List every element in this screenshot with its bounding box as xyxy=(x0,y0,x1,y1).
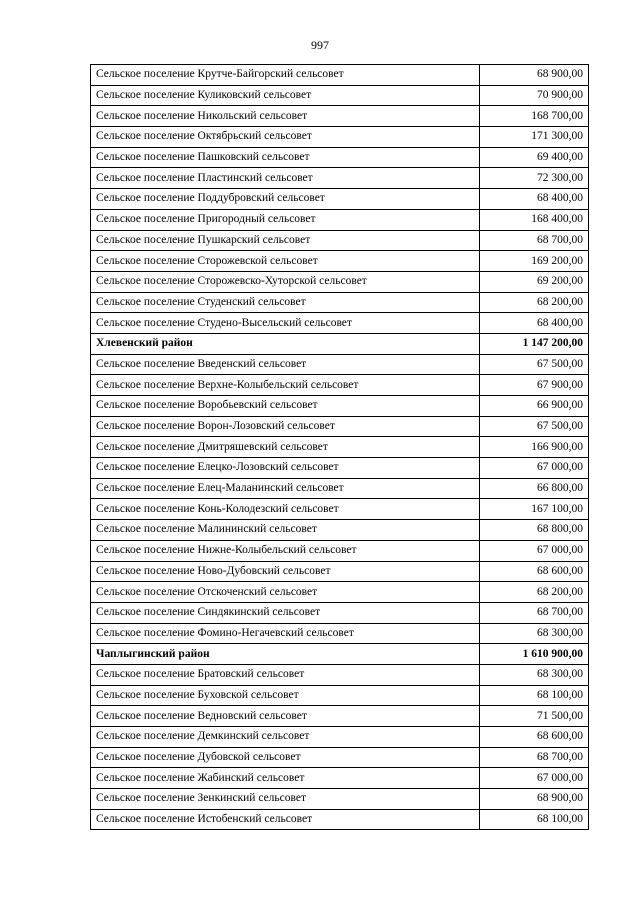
settlement-name-cell: Сельское поселение Жабинский сельсовет xyxy=(91,768,480,789)
amount-cell: 68 800,00 xyxy=(480,520,589,541)
table-row xyxy=(91,65,589,86)
amount-cell: 68 300,00 xyxy=(480,623,589,644)
settlement-name-cell: Сельское поселение Крутче-Байгорский сельсовет xyxy=(91,65,480,86)
amount-cell: 68 600,00 xyxy=(480,561,589,582)
settlement-name-cell: Сельское поселение Пригородный сельсовет xyxy=(91,209,480,230)
district-name-cell: Хлевенский район xyxy=(91,333,480,354)
settlement-name-cell: Сельское поселение Сторожевско-Хуторской сельсовет xyxy=(91,271,480,292)
table-row xyxy=(91,168,589,189)
amount-cell: 71 500,00 xyxy=(480,706,589,727)
table-row xyxy=(91,747,589,768)
settlement-name-cell: Сельское поселение Истобенский сельсовет xyxy=(91,809,480,830)
amount-cell: 68 700,00 xyxy=(480,602,589,623)
amount-cell: 167 100,00 xyxy=(480,499,589,520)
amount-cell: 68 600,00 xyxy=(480,727,589,748)
table-row xyxy=(91,147,589,168)
table-row xyxy=(91,230,589,251)
settlement-name-cell: Сельское поселение Ворон-Лозовский сельсовет xyxy=(91,416,480,437)
settlement-name-cell: Сельское поселение Нижне-Колыбельский сельсовет xyxy=(91,540,480,561)
table-row xyxy=(91,664,589,685)
table-row xyxy=(91,416,589,437)
settlement-name-cell: Сельское поселение Братовский сельсовет xyxy=(91,664,480,685)
amount-cell: 68 200,00 xyxy=(480,292,589,313)
table-row xyxy=(91,706,589,727)
amount-cell: 68 100,00 xyxy=(480,809,589,830)
settlement-name-cell: Сельское поселение Воробьевский сельсовет xyxy=(91,396,480,417)
amount-cell: 72 300,00 xyxy=(480,168,589,189)
table-row xyxy=(91,189,589,210)
settlement-name-cell: Сельское поселение Пашковский сельсовет xyxy=(91,147,480,168)
amount-cell: 67 500,00 xyxy=(480,354,589,375)
table-row xyxy=(91,623,589,644)
amount-cell: 70 900,00 xyxy=(480,85,589,106)
settlement-name-cell: Сельское поселение Елец-Маланинский сельсовет xyxy=(91,478,480,499)
table-row xyxy=(91,561,589,582)
amount-cell: 67 000,00 xyxy=(480,458,589,479)
amount-cell: 68 900,00 xyxy=(480,789,589,810)
amount-cell: 68 400,00 xyxy=(480,313,589,334)
table-row xyxy=(91,789,589,810)
settlement-name-cell: Сельское поселение Конь-Колодезский сельсовет xyxy=(91,499,480,520)
table-row xyxy=(91,437,589,458)
table-row xyxy=(91,809,589,830)
table-row xyxy=(91,396,589,417)
district-name-cell: Чаплыгинский район xyxy=(91,644,480,665)
settlement-name-cell: Сельское поселение Студенский сельсовет xyxy=(91,292,480,313)
amount-cell: 168 400,00 xyxy=(480,209,589,230)
settlement-name-cell: Сельское поселение Студено-Высельский сельсовет xyxy=(91,313,480,334)
amount-cell: 68 700,00 xyxy=(480,747,589,768)
table-row xyxy=(91,313,589,334)
table-row xyxy=(91,375,589,396)
table-row xyxy=(91,768,589,789)
table-row xyxy=(91,520,589,541)
amount-cell: 69 200,00 xyxy=(480,271,589,292)
district-row xyxy=(91,644,589,665)
amount-cell: 68 200,00 xyxy=(480,582,589,603)
amount-cell: 68 900,00 xyxy=(480,65,589,86)
table-row xyxy=(91,499,589,520)
table-row xyxy=(91,727,589,748)
page-number: 997 xyxy=(311,38,329,52)
settlement-name-cell: Сельское поселение Буховской сельсовет xyxy=(91,685,480,706)
settlement-name-cell: Сельское поселение Фомино-Негачевский сельсовет xyxy=(91,623,480,644)
table-row xyxy=(91,458,589,479)
table-row xyxy=(91,209,589,230)
district-row xyxy=(91,333,589,354)
settlement-name-cell: Сельское поселение Пластинский сельсовет xyxy=(91,168,480,189)
amount-cell: 68 300,00 xyxy=(480,664,589,685)
settlement-name-cell: Сельское поселение Октябрьский сельсовет xyxy=(91,127,480,148)
table-row xyxy=(91,292,589,313)
table-row xyxy=(91,85,589,106)
settlement-name-cell: Сельское поселение Пушкарский сельсовет xyxy=(91,230,480,251)
district-total-cell: 1 610 900,00 xyxy=(480,644,589,665)
amount-cell: 68 100,00 xyxy=(480,685,589,706)
amount-cell: 168 700,00 xyxy=(480,106,589,127)
settlement-name-cell: Сельское поселение Поддубровский сельсовет xyxy=(91,189,480,210)
amount-cell: 68 700,00 xyxy=(480,230,589,251)
amount-cell: 171 300,00 xyxy=(480,127,589,148)
amount-cell: 67 500,00 xyxy=(480,416,589,437)
amount-cell: 66 800,00 xyxy=(480,478,589,499)
table-row xyxy=(91,478,589,499)
table-row xyxy=(91,540,589,561)
district-total-cell: 1 147 200,00 xyxy=(480,333,589,354)
table-row xyxy=(91,251,589,272)
table-row xyxy=(91,354,589,375)
amount-cell: 66 900,00 xyxy=(480,396,589,417)
settlement-name-cell: Сельское поселение Синдякинский сельсовет xyxy=(91,602,480,623)
amount-cell: 169 200,00 xyxy=(480,251,589,272)
settlement-name-cell: Сельское поселение Никольский сельсовет xyxy=(91,106,480,127)
budget-table xyxy=(90,64,589,830)
table-row xyxy=(91,271,589,292)
amount-cell: 67 000,00 xyxy=(480,540,589,561)
settlement-name-cell: Сельское поселение Дубовской сельсовет xyxy=(91,747,480,768)
table-row xyxy=(91,685,589,706)
table-row xyxy=(91,106,589,127)
settlement-name-cell: Сельское поселение Дмитряшевский сельсовет xyxy=(91,437,480,458)
settlement-name-cell: Сельское поселение Малининский сельсовет xyxy=(91,520,480,541)
budget-table-body xyxy=(91,65,589,830)
settlement-name-cell: Сельское поселение Елецко-Лозовский сельсовет xyxy=(91,458,480,479)
table-row xyxy=(91,127,589,148)
settlement-name-cell: Сельское поселение Отскоченский сельсовет xyxy=(91,582,480,603)
settlement-name-cell: Сельское поселение Ведновский сельсовет xyxy=(91,706,480,727)
settlement-name-cell: Сельское поселение Демкинский сельсовет xyxy=(91,727,480,748)
amount-cell: 67 000,00 xyxy=(480,768,589,789)
table-row xyxy=(91,582,589,603)
settlement-name-cell: Сельское поселение Сторожевской сельсовет xyxy=(91,251,480,272)
settlement-name-cell: Сельское поселение Верхне-Колыбельский сельсовет xyxy=(91,375,480,396)
amount-cell: 67 900,00 xyxy=(480,375,589,396)
amount-cell: 166 900,00 xyxy=(480,437,589,458)
settlement-name-cell: Сельское поселение Зенкинский сельсовет xyxy=(91,789,480,810)
settlement-name-cell: Сельское поселение Ново-Дубовский сельсовет xyxy=(91,561,480,582)
settlement-name-cell: Сельское поселение Введенский сельсовет xyxy=(91,354,480,375)
table-row xyxy=(91,602,589,623)
amount-cell: 68 400,00 xyxy=(480,189,589,210)
settlement-name-cell: Сельское поселение Куликовский сельсовет xyxy=(91,85,480,106)
amount-cell: 69 400,00 xyxy=(480,147,589,168)
